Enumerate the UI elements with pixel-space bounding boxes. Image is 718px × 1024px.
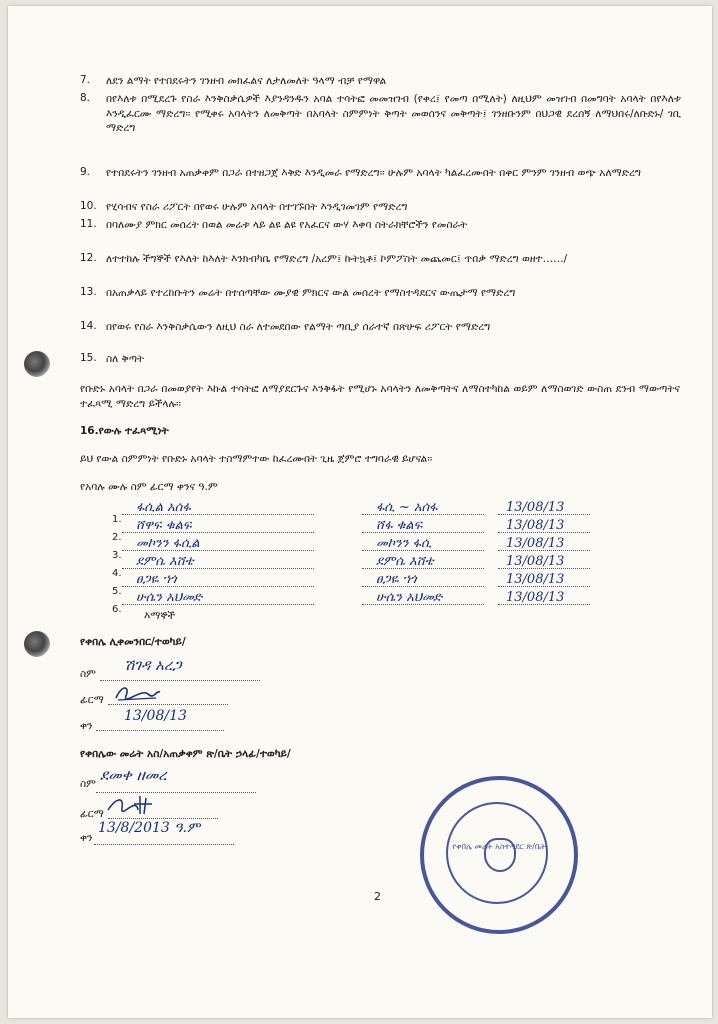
list-number: 7. xyxy=(80,74,91,86)
member-name: ፀጋዬ ኀጎ xyxy=(136,572,177,587)
official-stamp xyxy=(420,776,578,934)
signatures-table-title: የአባሉ ሙሉ ስም ፊርማ ቀንና ዓ.ም xyxy=(80,481,218,493)
sign-date: 13/08/13 xyxy=(506,590,565,605)
list-number: 11. xyxy=(80,218,97,230)
stamp-text: የቀበሌ መሬት አስተዳደር ጽ/ቤት xyxy=(452,842,546,851)
document-page xyxy=(8,6,712,1018)
list-item-text: ስለ ቅጣት xyxy=(106,353,145,365)
name-line xyxy=(122,532,314,533)
date-line xyxy=(498,514,590,515)
date-line xyxy=(96,730,224,731)
member-signature: ደምሴ እሸቴ xyxy=(376,554,434,569)
member-name: ሸዋፍ ቁልፍ xyxy=(136,518,192,533)
date-label: ቀን xyxy=(80,832,93,844)
handwritten-signature xyxy=(112,682,162,704)
row-index: 2. xyxy=(112,532,122,543)
list-number: 14. xyxy=(80,320,97,332)
land-admin-heading: የቀበሌው መሬት አስ/አጠቃቀም ጽ/ቤት ኃላፊ/ተወካይ/ xyxy=(80,748,291,760)
date-line xyxy=(498,550,590,551)
row-index: 6. xyxy=(112,604,122,615)
punch-hole xyxy=(24,351,50,377)
row-index: 1. xyxy=(112,514,122,525)
list-number: 10. xyxy=(80,200,97,212)
name-line xyxy=(122,550,314,551)
signature-line xyxy=(362,532,484,533)
signature-line xyxy=(108,704,228,705)
list-number: 13. xyxy=(80,286,97,298)
signature-label: ፊርማ xyxy=(80,694,104,706)
punch-hole xyxy=(24,631,50,657)
list-item-text: ለተተከሉ ችግኞች የእለት ከእለት እንክብካቤ የማድረግ /አረም፤ ኩትኳቶ፤ ኮምፖስት መጨመር፤ ጥበቃ ማድረግ ወዘተ……/ xyxy=(106,253,568,265)
chair-date: 13/08/13 xyxy=(124,708,187,724)
name-line xyxy=(122,514,314,515)
handwritten-signature xyxy=(104,792,154,818)
signature-line xyxy=(362,514,484,515)
member-name: ሁሴን አህመድ xyxy=(136,590,203,605)
signature-line xyxy=(108,818,218,819)
land-admin-date: 13/8/2013 ዓ.ም xyxy=(98,820,201,836)
list-item-text: በባለሙያ ምክር መሰረት በወል መሬቱ ላይ ልዩ ልዩ የአፈርና ውሃ እቀባ ስትራክቸሮችን የመስራት xyxy=(106,219,468,231)
row-index: 4. xyxy=(112,568,122,579)
chair-name: ሽገዳ አረጋ xyxy=(124,656,182,674)
stamp-inner-ring xyxy=(446,802,548,904)
name-line xyxy=(122,568,314,569)
member-name: መኮንን ፋሲል xyxy=(136,536,200,551)
list-item-text: የተበደሩትን ገንዘብ አጠቃቀም በጋራ በተዘጋጀ እቅድ እንዲመራ የማድረግ፡፡ ሁሉም አባላት ካልፈረሙበት በቀር ምንም ገንዘብ ወጭ አለማድረግ xyxy=(106,167,641,179)
signature-line xyxy=(362,604,484,605)
list-number: 12. xyxy=(80,252,97,264)
section-16-text: ይህ የውል ስምምነት የቡድኑ አባላት ተስማምተው ከፈረሙበት ጊዜ ጀምሮ ተግባራዊ ይሆናል፡፡ xyxy=(80,453,433,465)
date-label: ቀን xyxy=(80,720,93,732)
name-line xyxy=(122,604,314,605)
date-line xyxy=(498,532,590,533)
section-16-heading: 16.የውሉ ተፈጻሚነት xyxy=(80,425,169,437)
page-number: 2 xyxy=(374,890,381,903)
list-number: 8. xyxy=(80,92,91,104)
closing-paragraph: የቡድኑ አባላት በጋራ በመወያየት እኩል ተሳትፎ ለማያደርጉና እንቅፋት የሚሆኑ አባላትን ለመቅጣትና ለማስተካከል ወይም ለማስወገድ ውስጠ ደንብ ማውጣትና ተፈጻሚ ማድረግ ይችላሉ፡፡ xyxy=(80,383,680,410)
name-line xyxy=(100,680,260,681)
list-item-text: ለደን ልማት የተበደሩትን ገንዘብ መክፈልና ለታለመለት ዓላማ ብቻ የማዋል xyxy=(106,75,387,87)
sign-date: 13/08/13 xyxy=(506,518,565,533)
signature-line xyxy=(362,568,484,569)
list-item-text: የሂሳብና የስራ ሪፖርት በየወሩ ሁሉም አባላት በተገኙበት እንዲገመገም የማድረግ xyxy=(106,201,408,213)
signature-label: ፊርማ xyxy=(80,808,104,820)
name-label: ስም xyxy=(80,668,96,680)
member-signature: ፀጋዬ ኀጎ xyxy=(376,572,417,587)
date-line xyxy=(94,844,234,845)
member-name: ፋሲል አሰፋ xyxy=(136,500,191,515)
member-signature: ፋሲ ~ አሰፋ xyxy=(376,500,438,515)
signature-line xyxy=(362,550,484,551)
sign-date: 13/08/13 xyxy=(506,536,565,551)
row-index: 5. xyxy=(112,586,122,597)
land-admin-name: ደመቀ ዘመረ xyxy=(100,766,167,784)
sign-date: 13/08/13 xyxy=(506,500,565,515)
sign-date: 13/08/13 xyxy=(506,572,565,587)
name-label: ስም xyxy=(80,778,96,790)
date-line xyxy=(498,604,590,605)
member-signature: ሁሴን አህመድ xyxy=(376,590,443,605)
witness-label: እማኞች xyxy=(144,610,176,622)
row-index: 3. xyxy=(112,550,122,561)
list-item-text: በአጠቃላይ የተረከቡትን መሬት በተሰጣቸው ሙያዊ ምክርና ውል መሰረት የማስተዳደርና ውጤታማ የማድረግ xyxy=(106,287,516,299)
member-signature: ሸፋ ቁልፍ xyxy=(376,518,423,533)
list-item-text: በየእለቱ በሚደረጉ የስራ እንቅስቃሴዎች እያንዳንዱን አባል ተሳትፎ መመዝገብ (የቀረ፤ የመጣ በሚለት) ለዚህም መዝገብ በመግባት አባላት በየእለቱ እንዲፈርሙ ማድረግ፡፡ የሚቀሩ አባላትን ለመቅጣት በአባላት ስምምነት ቅጣት መወሰንና መቅጣት፤ ገንዘቡንም በህጋዊ ደረሰኝ ለማህበሩ/ለቡድኑ/ ገቢ ማድረግ xyxy=(106,93,681,134)
member-signature: መኮንን ፋሲ xyxy=(376,536,432,551)
signature-line xyxy=(362,586,484,587)
date-line xyxy=(498,568,590,569)
list-number: 15. xyxy=(80,352,97,364)
list-number: 9. xyxy=(80,166,91,178)
date-line xyxy=(498,586,590,587)
kebele-chair-heading: የቀበሌ ሊቀመንበር/ተወካይ/ xyxy=(80,636,186,648)
member-name: ደምሴ እሸቴ xyxy=(136,554,194,569)
name-line xyxy=(122,586,314,587)
list-item-text: በየወሩ የስራ እንቅስቃሴውን ለዚህ ስራ ለተመደበው የልማት ጣቢያ ሰራተኛ በጽሁፍ ሪፖርት የማድረግ xyxy=(106,321,491,333)
sign-date: 13/08/13 xyxy=(506,554,565,569)
